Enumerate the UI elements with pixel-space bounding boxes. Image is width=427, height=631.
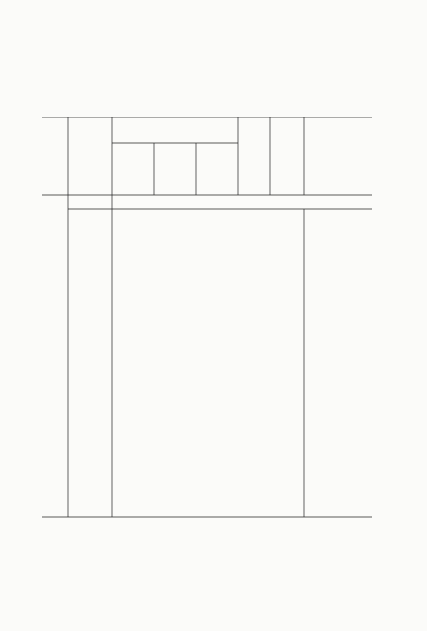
results-table-grid: [42, 117, 372, 557]
results-table: [42, 117, 372, 557]
table-lines: [42, 117, 372, 517]
